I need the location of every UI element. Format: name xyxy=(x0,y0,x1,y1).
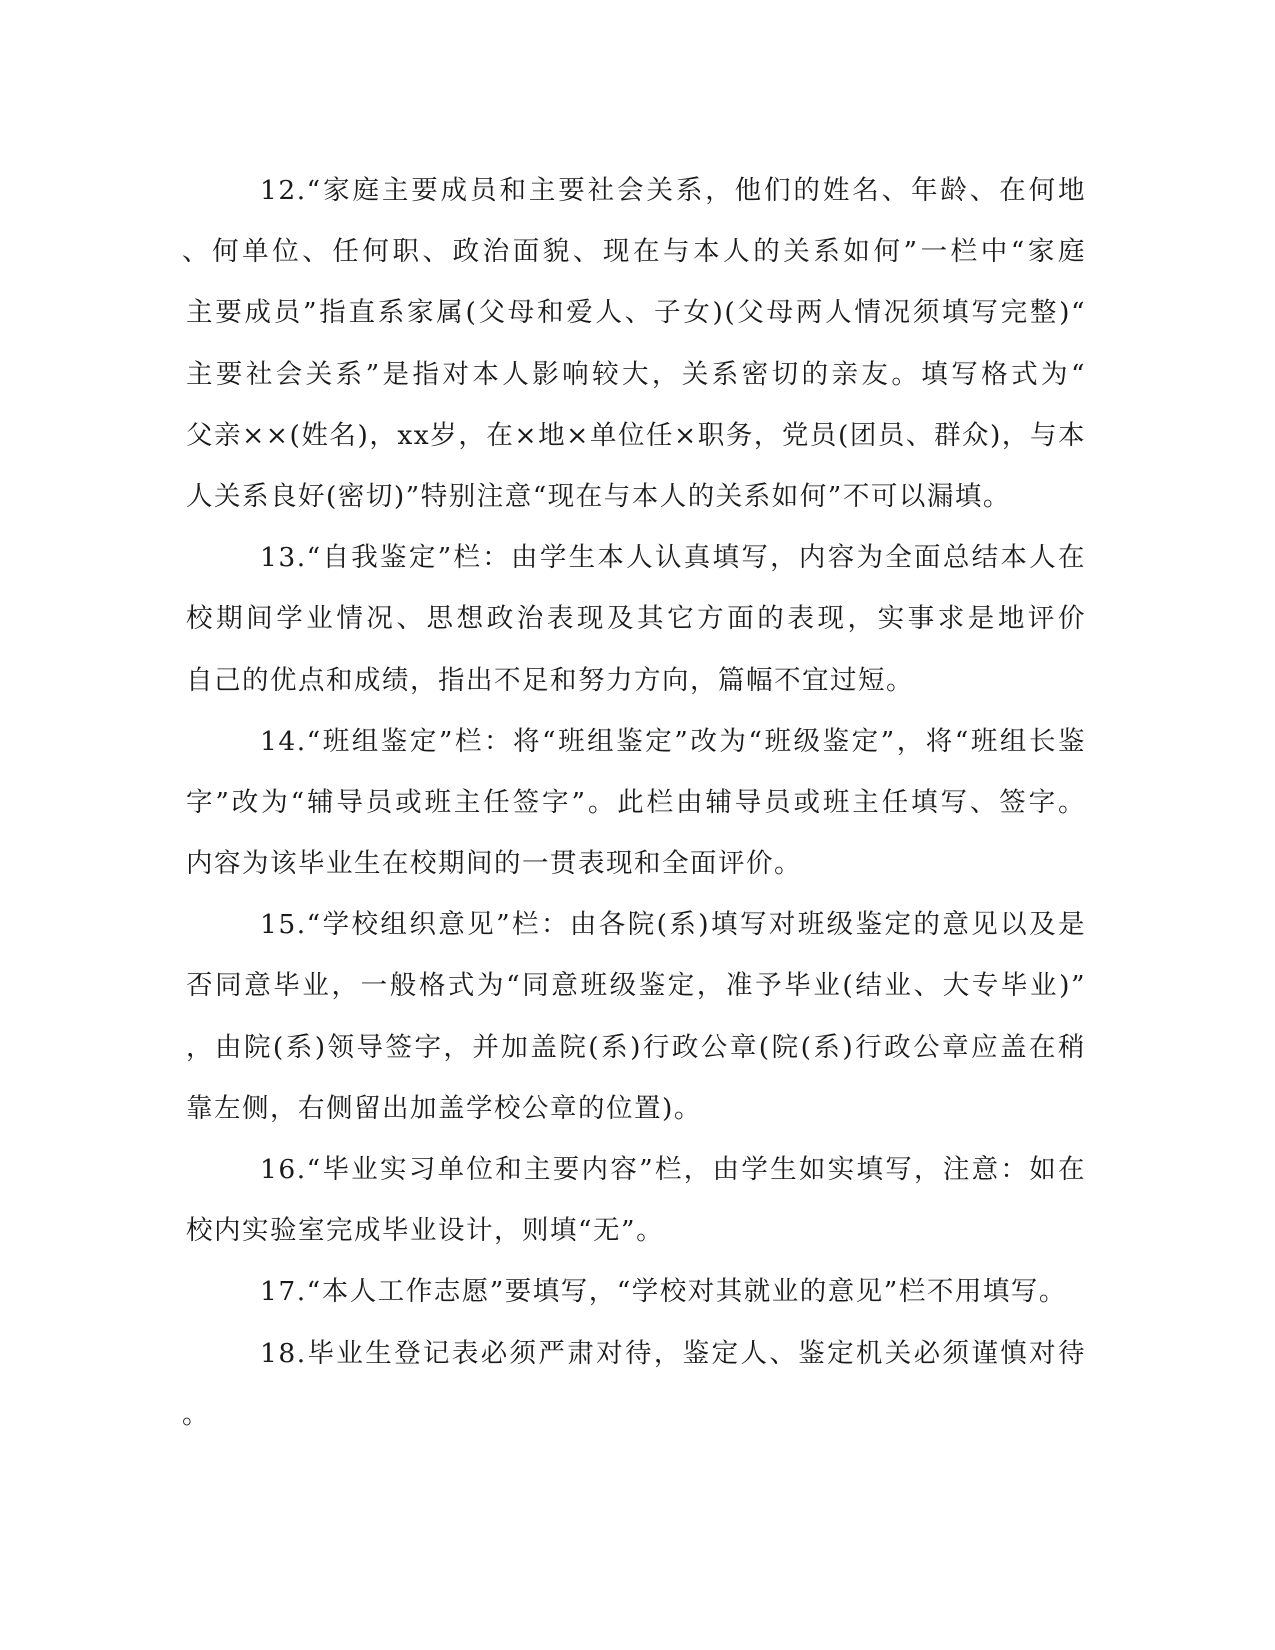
text-line: 字”改为“辅导员或班主任签字”。此栏由辅导员或班主任填写、签字。 xyxy=(186,786,1086,818)
text-line: 内容为该毕业生在校期间的一贯表现和全面评价。 xyxy=(186,848,802,880)
paragraph-15 xyxy=(186,894,1086,1139)
paragraph-12 xyxy=(182,160,1086,527)
paragraph-13 xyxy=(186,527,1086,711)
text-line: 。 xyxy=(182,1398,210,1430)
text-line: 校期间学业情况、思想政治表现及其它方面的表现，实事求是地评价 xyxy=(186,603,1086,635)
text-line: ，由院(系)领导签字，并加盖院(系)行政公章(院(系)行政公章应盖在稍 xyxy=(186,1031,1086,1063)
text-line: 否同意毕业，一般格式为“同意班级鉴定，准予毕业(结业、大专毕业)” xyxy=(186,970,1086,1002)
paragraph-18 xyxy=(182,1323,1086,1445)
text-line: 自己的优点和成绩，指出不足和努力方向，篇幅不宜过短。 xyxy=(186,664,914,696)
text-line: 父亲××(姓名)，xx岁，在×地×单位任×职务，党员(团员、群众)，与本 xyxy=(186,419,1086,451)
text-line: 校内实验室完成毕业设计，则填“无”。 xyxy=(186,1215,665,1247)
text-line: 18.毕业生登记表必须严肃对待，鉴定人、鉴定机关必须谨慎对待 xyxy=(260,1337,1086,1369)
text-line: 15.“学校组织意见”栏：由各院(系)填写对班级鉴定的意见以及是 xyxy=(260,909,1086,941)
paragraph-16 xyxy=(186,1139,1086,1261)
text-line: 人关系良好(密切)”特别注意“现在与本人的关系如何”不可以漏填。 xyxy=(186,480,1011,512)
document-body xyxy=(182,160,1086,1445)
text-line: 主要成员”指直系家属(父母和爱人、子女)(父母两人情况须填写完整)“ xyxy=(186,297,1086,329)
text-line: 14.“班组鉴定”栏：将“班组鉴定”改为“班级鉴定”，将“班组长鉴 xyxy=(260,725,1086,757)
text-line: 靠左侧，右侧留出加盖学校公章的位置)。 xyxy=(186,1092,702,1124)
text-line: 13.“自我鉴定”栏：由学生本人认真填写，内容为全面总结本人在 xyxy=(260,542,1086,574)
paragraph-14 xyxy=(186,711,1086,895)
text-line: 12.“家庭主要成员和主要社会关系，他们的姓名、年龄、在何地 xyxy=(260,175,1086,206)
text-line: 17.“本人工作志愿”要填写，“学校对其就业的意见”栏不用填写。 xyxy=(260,1276,1067,1308)
text-line: 16.“毕业实习单位和主要内容”栏，由学生如实填写，注意：如在 xyxy=(260,1154,1086,1185)
paragraph-17 xyxy=(186,1261,1086,1322)
text-line: 主要社会关系”是指对本人影响较大，关系密切的亲友。填写格式为“ xyxy=(186,358,1086,390)
text-line: 、何单位、任何职、政治面貌、现在与本人的关系如何”一栏中“家庭 xyxy=(182,236,1086,268)
